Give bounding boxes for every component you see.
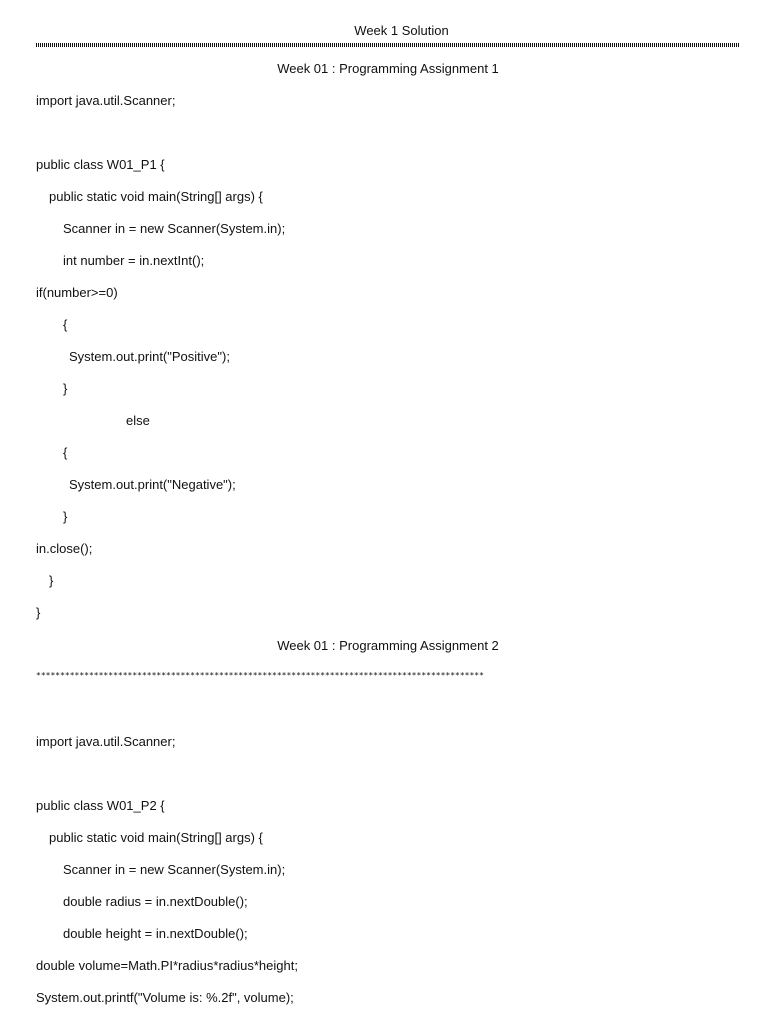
document-title: Week 1 Solution (354, 23, 449, 38)
code-line: else (126, 413, 150, 428)
code-line: public static void main(String[] args) { (49, 189, 263, 204)
code-line: { (63, 445, 68, 460)
code-line: } (49, 573, 54, 588)
code-line: public class W01_P1 { (36, 157, 165, 172)
assignment-2-heading: Week 01 : Programming Assignment 2 (277, 638, 499, 653)
code-line: if(number>=0) (36, 285, 118, 300)
code-line: } (63, 509, 68, 524)
code-line: public static void main(String[] args) { (49, 830, 263, 845)
code-line: System.out.printf("Volume is: %.2f", volume); (36, 990, 294, 1005)
code-line: System.out.print("Positive"); (69, 349, 230, 364)
title-underline (36, 43, 740, 47)
code-line: Scanner in = new Scanner(System.in); (63, 862, 286, 877)
code-line: import java.util.Scanner; (36, 93, 176, 108)
code-line: double height = in.nextDouble(); (63, 926, 248, 941)
code-line: System.out.print("Negative"); (69, 477, 236, 492)
code-line: import java.util.Scanner; (36, 734, 176, 749)
code-line: public class W01_P2 { (36, 798, 165, 813)
code-line: Scanner in = new Scanner(System.in); (63, 221, 286, 236)
code-line: double radius = in.nextDouble(); (63, 894, 248, 909)
code-line: double volume=Math.PI*radius*radius*height; (36, 958, 298, 973)
code-line: } (63, 381, 68, 396)
code-line: int number = in.nextInt(); (63, 253, 205, 268)
code-line: } (36, 605, 41, 620)
assignment-1-heading: Week 01 : Programming Assignment 1 (277, 61, 499, 76)
asterisk-separator: ********************************************************************************************* (36, 671, 484, 680)
code-line: in.close(); (36, 541, 93, 556)
code-line: { (63, 317, 68, 332)
